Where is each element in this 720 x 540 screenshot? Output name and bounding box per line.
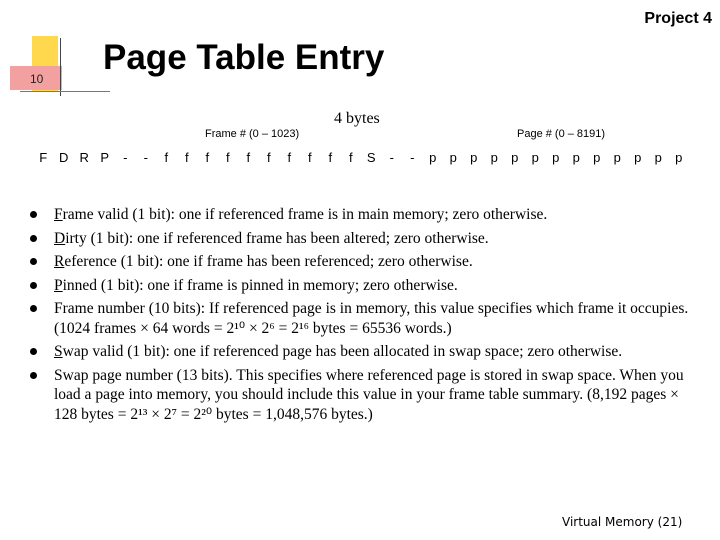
bit-cell: F bbox=[39, 150, 48, 165]
bullet-item bbox=[30, 205, 696, 225]
bit-cell: p bbox=[675, 150, 683, 165]
bit-cell: p bbox=[613, 150, 621, 165]
bullet-item bbox=[30, 252, 696, 272]
bit-cell: p bbox=[634, 150, 642, 165]
bullet-item bbox=[30, 276, 696, 296]
project-label: Project 4 bbox=[644, 10, 712, 27]
bit-cell: p bbox=[654, 150, 662, 165]
bit-cell: p bbox=[552, 150, 560, 165]
decorative-vertical-rule bbox=[60, 38, 61, 96]
bullet-dot-icon bbox=[30, 211, 37, 218]
bit-cell: f bbox=[184, 150, 189, 165]
bullet-text: irty (1 bit): one if referenced frame has been altered; zero otherwise. bbox=[65, 229, 489, 247]
slide-number: 10 bbox=[30, 72, 44, 86]
bullet-first-letter: S bbox=[54, 343, 63, 360]
bullet-text: rame number (10 bits): If referenced page is in memory, this value specifies which frame it occupies. (1024 frames × 64 words = 2¹⁰ × 2⁶ = 2¹⁶ bytes = 65536 words.) bbox=[54, 300, 689, 337]
bullet-dot-icon bbox=[30, 305, 37, 312]
bit-cell: S bbox=[366, 150, 376, 165]
bullet-first-letter: D bbox=[54, 229, 66, 247]
entry-size-label: 4 bytes bbox=[334, 110, 380, 127]
bit-cell: f bbox=[225, 150, 230, 165]
bit-cell: f bbox=[164, 150, 169, 165]
bit-cell: - bbox=[143, 150, 148, 165]
bullet-first-letter: R bbox=[54, 253, 65, 270]
bullet-dot-icon bbox=[30, 282, 37, 289]
bit-cell: p bbox=[593, 150, 601, 165]
bit-cell: R bbox=[79, 150, 89, 165]
bullet-text: wap valid (1 bit): one if referenced page has been allocated in swap space; zero otherwise. bbox=[62, 343, 623, 360]
bit-cell: D bbox=[59, 150, 69, 165]
bullet-item bbox=[30, 366, 696, 425]
bit-cell: p bbox=[470, 150, 478, 165]
bit-cell: P bbox=[100, 150, 110, 165]
bit-cell: f bbox=[328, 150, 333, 165]
bit-cell: - bbox=[123, 150, 128, 165]
bullet-text: rame valid (1 bit): one if referenced frame is in main memory; zero otherwise. bbox=[62, 206, 548, 223]
bullet-text: inned (1 bit): one if frame is pinned in memory; zero otherwise. bbox=[62, 276, 458, 294]
bullet-item bbox=[30, 299, 696, 338]
bullet-first-letter: F bbox=[54, 300, 63, 317]
bit-cell: f bbox=[307, 150, 312, 165]
bit-cell: p bbox=[490, 150, 498, 165]
bullet-first-letter: F bbox=[54, 206, 63, 223]
footer-label: Virtual Memory (21) bbox=[562, 515, 683, 529]
bullet-first-letter: S bbox=[54, 366, 63, 384]
bullet-list bbox=[30, 205, 696, 428]
bit-cell: - bbox=[410, 150, 415, 165]
bit-cell: f bbox=[266, 150, 271, 165]
bit-cell: p bbox=[531, 150, 539, 165]
bit-cell: f bbox=[287, 150, 292, 165]
bit-cell: f bbox=[348, 150, 353, 165]
bullet-dot-icon bbox=[30, 372, 37, 379]
page-title: Page Table Entry bbox=[103, 38, 385, 77]
bullet-item bbox=[30, 229, 696, 249]
bullet-text: eference (1 bit): one if frame has been referenced; zero otherwise. bbox=[64, 253, 473, 270]
page-field-label: Page # (0 – 8191) bbox=[517, 128, 606, 140]
frame-field-label: Frame # (0 – 1023) bbox=[205, 128, 300, 140]
bit-cell: p bbox=[449, 150, 457, 165]
bit-cell: p bbox=[511, 150, 519, 165]
decorative-horizontal-rule bbox=[20, 91, 110, 92]
bit-cell: - bbox=[389, 150, 394, 165]
bit-layout-row bbox=[33, 148, 690, 168]
bullet-text: wap page number (13 bits). This specifies where referenced page is stored in swap space. When you load a page into memory, you should include this value in your frame table summary. (8,192 pages × 128 bytes = 2¹³ × 2⁷ = 2²⁰ bytes = 1,048,576 bytes.) bbox=[54, 366, 684, 423]
bullet-dot-icon bbox=[30, 348, 37, 355]
bullet-dot-icon bbox=[30, 235, 37, 242]
bit-cell: p bbox=[429, 150, 437, 165]
bullet-first-letter: P bbox=[54, 276, 63, 294]
bit-cell: f bbox=[205, 150, 210, 165]
bullet-dot-icon bbox=[30, 258, 37, 265]
bit-cell: p bbox=[572, 150, 580, 165]
bit-cell: f bbox=[246, 150, 251, 165]
bullet-item bbox=[30, 342, 696, 362]
